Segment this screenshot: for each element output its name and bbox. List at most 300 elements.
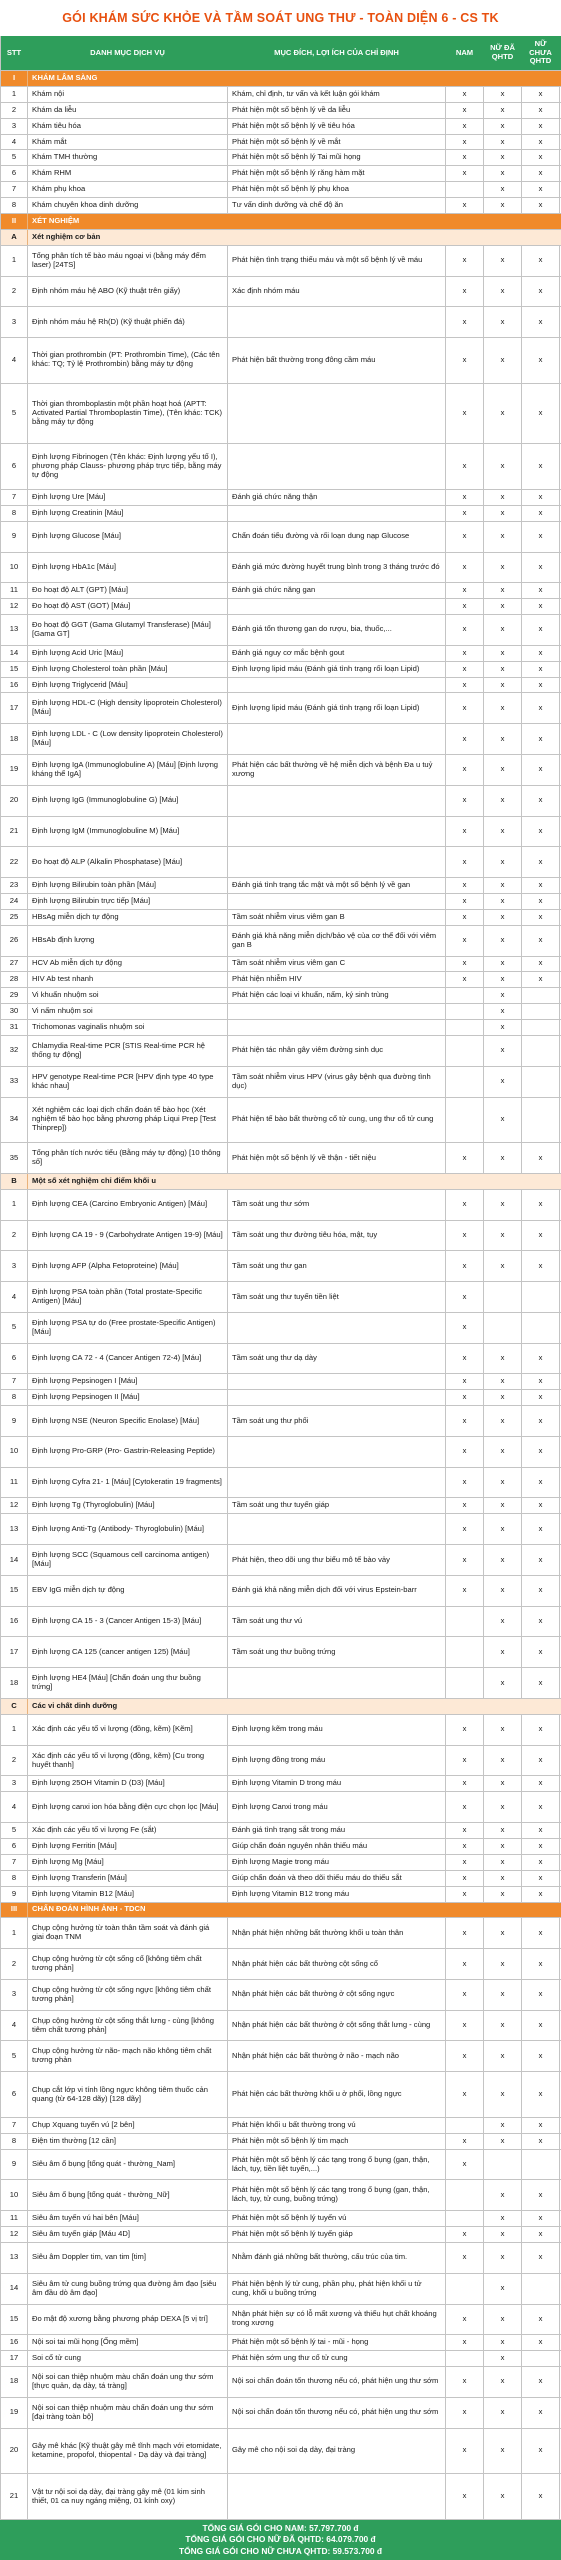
male-mark: x bbox=[446, 384, 484, 444]
row-stt: 13 bbox=[0, 1514, 28, 1544]
male-mark: x bbox=[446, 599, 484, 614]
row-stt: 2 bbox=[0, 277, 28, 307]
male-mark: x bbox=[446, 1715, 484, 1745]
service-name: Gây mê khác [Kỹ thuật gây mê tĩnh mạch với etomidate, ketamine, propofol, thiopental - Dạ dày và đại tràng] bbox=[28, 2429, 228, 2474]
female-married-mark: x bbox=[484, 910, 522, 925]
service-benefit: Phát hiện bất thường trong đông cầm máu bbox=[228, 338, 446, 383]
table-row bbox=[0, 693, 561, 724]
row-stt: 3 bbox=[0, 1251, 28, 1281]
service-name: HBsAg miễn dịch tự động bbox=[28, 910, 228, 925]
table-row bbox=[0, 847, 561, 878]
female-single-mark: x bbox=[522, 522, 560, 552]
male-mark: x bbox=[446, 506, 484, 521]
female-single-mark: x bbox=[522, 1823, 560, 1838]
service-benefit: Nhận phát hiện những bất thường khối u toàn thân bbox=[228, 1918, 446, 1948]
male-mark bbox=[446, 2274, 484, 2304]
female-single-mark: x bbox=[522, 2118, 560, 2133]
table-row bbox=[0, 490, 561, 506]
table-row bbox=[0, 1221, 561, 1252]
female-married-mark: x bbox=[484, 2134, 522, 2149]
female-married-mark bbox=[484, 2150, 522, 2180]
service-name: Khám TMH thường bbox=[28, 150, 228, 165]
service-benefit: Đánh giá tình trạng tắc mật và một số bệnh lý về gan bbox=[228, 878, 446, 893]
male-mark: x bbox=[446, 103, 484, 118]
female-married-mark: x bbox=[484, 615, 522, 645]
service-benefit bbox=[228, 847, 446, 877]
row-stt: 7 bbox=[0, 1855, 28, 1870]
row-stt: 11 bbox=[0, 583, 28, 598]
row-stt: 3 bbox=[0, 1980, 28, 2010]
female-single-mark: x bbox=[522, 583, 560, 598]
row-stt: 5 bbox=[0, 1313, 28, 1343]
female-single-mark: x bbox=[522, 2180, 560, 2210]
service-benefit: Nội soi chẩn đoán tổn thương nếu có, phát hiện ung thư sớm bbox=[228, 2398, 446, 2428]
service-name: Vi khuẩn nhuộm soi bbox=[28, 988, 228, 1003]
female-single-mark: x bbox=[522, 1545, 560, 1575]
female-single-mark: x bbox=[522, 444, 560, 489]
female-single-mark: x bbox=[522, 182, 560, 197]
female-single-mark: x bbox=[522, 1668, 560, 1698]
service-benefit bbox=[228, 384, 446, 444]
male-mark: x bbox=[446, 1918, 484, 1948]
row-stt: 6 bbox=[0, 2072, 28, 2117]
row-stt: 8 bbox=[0, 506, 28, 521]
service-name: Tổng phân tích nước tiểu (Bằng máy tự động) [10 thông số] bbox=[28, 1143, 228, 1173]
service-name: Định lượng Mg [Máu] bbox=[28, 1855, 228, 1870]
row-stt: 6 bbox=[0, 166, 28, 181]
female-single-mark bbox=[522, 1004, 560, 1019]
female-single-mark: x bbox=[522, 103, 560, 118]
service-benefit: Đánh giá mức đường huyết trung bình trong 3 tháng trước đó bbox=[228, 553, 446, 583]
row-stt: 17 bbox=[0, 1637, 28, 1667]
table-row bbox=[0, 1251, 561, 1282]
service-benefit: Phát hiện một số bệnh lý tuyến giáp bbox=[228, 2227, 446, 2242]
female-married-mark: x bbox=[484, 2335, 522, 2350]
female-single-mark: x bbox=[522, 1887, 560, 1902]
female-married-mark: x bbox=[484, 135, 522, 150]
table-row bbox=[0, 926, 561, 957]
service-benefit bbox=[228, 724, 446, 754]
table-header bbox=[0, 36, 561, 71]
row-stt: 6 bbox=[0, 444, 28, 489]
row-stt: 4 bbox=[0, 1282, 28, 1312]
female-married-mark: x bbox=[484, 1918, 522, 1948]
service-benefit: Phát hiện một số bệnh lý tai - mũi - họng bbox=[228, 2335, 446, 2350]
male-mark: x bbox=[446, 1545, 484, 1575]
female-single-mark: x bbox=[522, 506, 560, 521]
table-row bbox=[0, 1437, 561, 1468]
table-row bbox=[0, 1374, 561, 1390]
female-single-mark: x bbox=[522, 1514, 560, 1544]
service-name: Định lượng HDL-C (High density lipoprotein Cholesterol) [Máu] bbox=[28, 693, 228, 723]
service-name: Nội soi can thiệp nhuộm màu chẩn đoán ung thư sớm [đại tràng toàn bộ] bbox=[28, 2398, 228, 2428]
service-name: Xác định các yếu tố vi lượng (đồng, kẽm) [Kẽm] bbox=[28, 1715, 228, 1745]
row-stt: 10 bbox=[0, 1437, 28, 1467]
female-married-mark: x bbox=[484, 1498, 522, 1513]
service-benefit: Tầm soát nhiễm virus viêm gan B bbox=[228, 910, 446, 925]
table-row bbox=[0, 1190, 561, 1221]
table-row bbox=[0, 1980, 561, 2011]
service-name: Định lượng IgG (Immunoglobuline G) [Máu] bbox=[28, 786, 228, 816]
female-married-mark: x bbox=[484, 1020, 522, 1035]
female-married-mark bbox=[484, 1282, 522, 1312]
female-married-mark: x bbox=[484, 1143, 522, 1173]
service-name: HIV Ab test nhanh bbox=[28, 972, 228, 987]
service-name: Khám nội bbox=[28, 87, 228, 102]
female-single-mark: x bbox=[522, 1776, 560, 1791]
service-table bbox=[0, 36, 561, 2520]
female-married-mark: x bbox=[484, 724, 522, 754]
service-benefit: Tầm soát ung thư vú bbox=[228, 1607, 446, 1637]
service-benefit: Phát hiện bệnh lý tử cung, phần phụ, phát hiện khối u tử cung, khối u buồng trứng bbox=[228, 2274, 446, 2304]
service-benefit: Định lượng lipid máu (Đánh giá tình trạng rối loạn Lipid) bbox=[228, 693, 446, 723]
female-married-mark: x bbox=[484, 662, 522, 677]
female-single-mark: x bbox=[522, 1715, 560, 1745]
service-name: HBsAb định lượng bbox=[28, 926, 228, 956]
table-row bbox=[0, 878, 561, 894]
service-benefit: Phát hiện một số bệnh lý tuyến vú bbox=[228, 2211, 446, 2226]
section-row bbox=[0, 71, 561, 87]
male-mark: x bbox=[446, 2227, 484, 2242]
male-mark bbox=[446, 2118, 484, 2133]
service-benefit: Đánh giá tình trạng sắt trong máu bbox=[228, 1823, 446, 1838]
female-married-mark: x bbox=[484, 1607, 522, 1637]
service-name: Chụp cộng hưởng từ toàn thân tầm soát và đánh giá giai đoạn TNM bbox=[28, 1918, 228, 1948]
service-benefit: Phát hiện khối u bất thường trong vú bbox=[228, 2118, 446, 2133]
female-single-mark: x bbox=[522, 1949, 560, 1979]
female-single-mark: x bbox=[522, 150, 560, 165]
service-benefit: Phát hiện một số bệnh lý răng hàm mặt bbox=[228, 166, 446, 181]
service-benefit: Đánh giá chức năng thận bbox=[228, 490, 446, 505]
male-mark: x bbox=[446, 1190, 484, 1220]
table-row bbox=[0, 2134, 561, 2150]
service-name: Định lượng Ferritin [Máu] bbox=[28, 1839, 228, 1854]
male-mark: x bbox=[446, 910, 484, 925]
subsection-row bbox=[0, 1699, 561, 1715]
male-mark: x bbox=[446, 2072, 484, 2117]
table-row bbox=[0, 1098, 561, 1144]
row-stt: 30 bbox=[0, 1004, 28, 1019]
table-row bbox=[0, 678, 561, 694]
female-married-mark: x bbox=[484, 506, 522, 521]
service-benefit bbox=[228, 444, 446, 489]
female-single-mark: x bbox=[522, 1746, 560, 1776]
service-benefit: Phát hiện tình trạng thiếu máu và một số bệnh lý về máu bbox=[228, 246, 446, 276]
service-benefit bbox=[228, 599, 446, 614]
service-benefit: Phát hiện các bất thường về hệ miễn dịch và bệnh Đa u tuỷ xương bbox=[228, 755, 446, 785]
service-benefit: Tầm soát ung thư buồng trứng bbox=[228, 1637, 446, 1667]
table-row bbox=[0, 2351, 561, 2367]
row-stt: 6 bbox=[0, 1344, 28, 1374]
female-single-mark: x bbox=[522, 1468, 560, 1498]
female-single-mark: x bbox=[522, 2072, 560, 2117]
table-row bbox=[0, 1637, 561, 1668]
service-name: Định lượng Fibrinogen (Tên khác: Định lượng yếu tố I), phương pháp Clauss- phương pháp trực tiếp, bằng máy tự động bbox=[28, 444, 228, 489]
female-married-mark: x bbox=[484, 1637, 522, 1667]
service-benefit: Tầm soát nhiễm virus viêm gan C bbox=[228, 957, 446, 972]
female-single-mark: x bbox=[522, 678, 560, 693]
female-single-mark: x bbox=[522, 1576, 560, 1606]
service-benefit: Giúp chẩn đoán và theo dõi thiếu máu do thiếu sắt bbox=[228, 1871, 446, 1886]
male-mark bbox=[446, 1020, 484, 1035]
table-row bbox=[0, 1746, 561, 1777]
table-row bbox=[0, 755, 561, 786]
female-married-mark: x bbox=[484, 1776, 522, 1791]
service-name: Định lượng canxi ion hóa bằng điện cực chọn lọc [Máu] bbox=[28, 1792, 228, 1822]
table-row bbox=[0, 1036, 561, 1067]
female-single-mark bbox=[522, 1020, 560, 1035]
row-stt: 1 bbox=[0, 1918, 28, 1948]
row-stt: 15 bbox=[0, 2305, 28, 2335]
service-benefit: Nội soi chẩn đoán tổn thương nếu có, phát hiện ung thư sớm bbox=[228, 2367, 446, 2397]
service-name: Định lượng 25OH Vitamin D (D3) [Máu] bbox=[28, 1776, 228, 1791]
section-title: KHÁM LÂM SÀNG bbox=[32, 72, 98, 82]
service-name: Khám da liễu bbox=[28, 103, 228, 118]
male-mark bbox=[446, 1004, 484, 1019]
male-mark bbox=[446, 1098, 484, 1143]
male-mark: x bbox=[446, 1792, 484, 1822]
service-benefit: Xác định nhóm máu bbox=[228, 277, 446, 307]
service-name: HPV genotype Real-time PCR [HPV định type 40 type khác nhau] bbox=[28, 1067, 228, 1097]
female-married-mark: x bbox=[484, 1251, 522, 1281]
male-mark: x bbox=[446, 119, 484, 134]
table-row bbox=[0, 166, 561, 182]
table-row bbox=[0, 1576, 561, 1607]
service-name: Định lượng Bilirubin trực tiếp [Máu] bbox=[28, 894, 228, 909]
table-row bbox=[0, 2227, 561, 2243]
table-row bbox=[0, 662, 561, 678]
female-married-mark: x bbox=[484, 926, 522, 956]
female-single-mark: x bbox=[522, 277, 560, 307]
table-row bbox=[0, 2398, 561, 2429]
female-married-mark: x bbox=[484, 2243, 522, 2273]
table-row bbox=[0, 910, 561, 926]
table-row bbox=[0, 553, 561, 584]
female-single-mark bbox=[522, 1036, 560, 1066]
male-mark: x bbox=[446, 693, 484, 723]
table-row bbox=[0, 1282, 561, 1313]
male-mark: x bbox=[446, 583, 484, 598]
female-married-mark: x bbox=[484, 599, 522, 614]
service-name: Khám RHM bbox=[28, 166, 228, 181]
table-row bbox=[0, 150, 561, 166]
section-row bbox=[0, 1903, 561, 1919]
table-row bbox=[0, 1607, 561, 1638]
row-stt: 5 bbox=[0, 1823, 28, 1838]
female-married-mark: x bbox=[484, 1668, 522, 1698]
service-name: Chụp Xquang tuyến vú [2 bên] bbox=[28, 2118, 228, 2133]
service-benefit: Phát hiện các loại vi khuẩn, nấm, ký sinh trùng bbox=[228, 988, 446, 1003]
male-mark: x bbox=[446, 1871, 484, 1886]
female-single-mark: x bbox=[522, 910, 560, 925]
female-married-mark: x bbox=[484, 2227, 522, 2242]
female-married-mark: x bbox=[484, 1004, 522, 1019]
service-benefit: Phát hiện sớm ung thư cổ tử cung bbox=[228, 2351, 446, 2366]
male-mark: x bbox=[446, 817, 484, 847]
female-single-mark: x bbox=[522, 2211, 560, 2226]
female-single-mark: x bbox=[522, 2398, 560, 2428]
row-stt: 11 bbox=[0, 1468, 28, 1498]
female-single-mark: x bbox=[522, 1143, 560, 1173]
row-stt: B bbox=[0, 1174, 28, 1189]
table-row bbox=[0, 817, 561, 848]
female-married-mark: x bbox=[484, 307, 522, 337]
female-married-mark: x bbox=[484, 1792, 522, 1822]
female-married-mark: x bbox=[484, 1221, 522, 1251]
service-benefit: Phát hiện một số bệnh lý các tạng trong ổ bụng (gan, thận, lách, tụy, tử cung, buồng trứng) bbox=[228, 2180, 446, 2210]
table-row bbox=[0, 1406, 561, 1437]
price-totals bbox=[0, 2520, 561, 2560]
row-stt: 19 bbox=[0, 755, 28, 785]
male-mark bbox=[446, 2211, 484, 2226]
row-stt: 5 bbox=[0, 150, 28, 165]
male-mark: x bbox=[446, 1839, 484, 1854]
row-stt: 21 bbox=[0, 2474, 28, 2519]
table-row bbox=[0, 135, 561, 151]
service-name: Khám tiêu hóa bbox=[28, 119, 228, 134]
female-single-mark: x bbox=[522, 135, 560, 150]
table-row bbox=[0, 2243, 561, 2274]
female-single-mark: x bbox=[522, 926, 560, 956]
service-name: Vi nấm nhuộm soi bbox=[28, 1004, 228, 1019]
female-single-mark bbox=[522, 1313, 560, 1343]
female-married-mark: x bbox=[484, 246, 522, 276]
female-married-mark: x bbox=[484, 2072, 522, 2117]
female-single-mark: x bbox=[522, 1190, 560, 1220]
male-mark bbox=[446, 1668, 484, 1698]
row-stt: 15 bbox=[0, 662, 28, 677]
service-name: Chụp cắt lớp vi tính lồng ngực không tiêm thuốc cản quang (từ 64-128 dãy) [128 dãy] bbox=[28, 2072, 228, 2117]
table-row bbox=[0, 1792, 561, 1823]
service-benefit bbox=[228, 817, 446, 847]
service-name: Chụp cộng hưởng từ não- mạch não không tiêm chất tương phản bbox=[28, 2041, 228, 2071]
female-married-mark: x bbox=[484, 1887, 522, 1902]
female-married-mark: x bbox=[484, 1576, 522, 1606]
service-benefit bbox=[228, 1514, 446, 1544]
table-row bbox=[0, 1887, 561, 1903]
row-stt: 3 bbox=[0, 119, 28, 134]
female-single-mark: x bbox=[522, 2134, 560, 2149]
service-benefit: Tầm soát ung thư tuyến tiền liệt bbox=[228, 1282, 446, 1312]
row-stt: 4 bbox=[0, 2011, 28, 2041]
table-row bbox=[0, 1468, 561, 1499]
male-mark: x bbox=[446, 678, 484, 693]
section-title: Các vi chất dinh dưỡng bbox=[32, 1700, 118, 1710]
row-stt: 35 bbox=[0, 1143, 28, 1173]
male-mark: x bbox=[446, 878, 484, 893]
service-benefit: Chẩn đoán tiểu đường và rối loạn dung nạp Glucose bbox=[228, 522, 446, 552]
row-stt: 26 bbox=[0, 926, 28, 956]
service-name: Định lượng Cholesterol toàn phần [Máu] bbox=[28, 662, 228, 677]
male-mark: x bbox=[446, 1251, 484, 1281]
female-single-mark: x bbox=[522, 615, 560, 645]
female-married-mark: x bbox=[484, 1871, 522, 1886]
header-female-single: NỮ CHƯA QHTD bbox=[522, 36, 560, 70]
female-married-mark: x bbox=[484, 2429, 522, 2474]
service-benefit: Phát hiện tác nhân gây viêm đường sinh dục bbox=[228, 1036, 446, 1066]
service-benefit bbox=[228, 307, 446, 337]
female-married-mark: x bbox=[484, 646, 522, 661]
row-stt: 4 bbox=[0, 135, 28, 150]
female-married-mark: x bbox=[484, 583, 522, 598]
female-married-mark: x bbox=[484, 2305, 522, 2335]
table-row bbox=[0, 198, 561, 214]
row-stt: 1 bbox=[0, 1190, 28, 1220]
service-benefit: Tầm soát nhiễm virus HPV (virus gây bệnh qua đường tình dục) bbox=[228, 1067, 446, 1097]
service-benefit: Đánh giá nguy cơ mắc bệnh gout bbox=[228, 646, 446, 661]
female-single-mark: x bbox=[522, 166, 560, 181]
row-stt: 18 bbox=[0, 2367, 28, 2397]
table-row bbox=[0, 2211, 561, 2227]
female-single-mark: x bbox=[522, 2474, 560, 2519]
male-mark: x bbox=[446, 1468, 484, 1498]
service-name: Định lượng PSA toàn phần (Total prostate-Specific Antigen) [Máu] bbox=[28, 1282, 228, 1312]
service-name: Xác định các yếu tố vi lượng Fe (sắt) bbox=[28, 1823, 228, 1838]
row-stt: 16 bbox=[0, 1607, 28, 1637]
table-row bbox=[0, 988, 561, 1004]
header-male: NAM bbox=[446, 36, 484, 70]
male-mark: x bbox=[446, 847, 484, 877]
service-benefit: Phát hiện một số bệnh lý phụ khoa bbox=[228, 182, 446, 197]
female-married-mark: x bbox=[484, 150, 522, 165]
service-benefit: Tầm soát ung thư dạ dày bbox=[228, 1344, 446, 1374]
male-mark: x bbox=[446, 1437, 484, 1467]
table-row bbox=[0, 384, 561, 445]
service-benefit: Đánh giá khả năng miễn dịch/bảo vệ của cơ thể đối với viêm gan B bbox=[228, 926, 446, 956]
service-name: Định nhóm máu hệ Rh(D) (Kỹ thuật phiến đá) bbox=[28, 307, 228, 337]
row-stt: 5 bbox=[0, 2041, 28, 2071]
row-stt: 9 bbox=[0, 1406, 28, 1436]
service-name: Định lượng AFP (Alpha Fetoproteine) [Máu] bbox=[28, 1251, 228, 1281]
row-stt: 7 bbox=[0, 1374, 28, 1389]
female-single-mark: x bbox=[522, 1792, 560, 1822]
table-row bbox=[0, 894, 561, 910]
male-mark: x bbox=[446, 646, 484, 661]
female-single-mark: x bbox=[522, 2041, 560, 2071]
table-row bbox=[0, 583, 561, 599]
service-name: Định lượng LDL - C (Low density lipoprotein Cholesterol) [Máu] bbox=[28, 724, 228, 754]
service-name: Vật tư nội soi dạ dày, đại tràng gây mê (01 kim sinh thiết, 01 ca nuy ngáng miệng, 01 kính oxy) bbox=[28, 2474, 228, 2519]
table-row bbox=[0, 1067, 561, 1098]
table-row bbox=[0, 2274, 561, 2305]
service-benefit: Định lượng kẽm trong máu bbox=[228, 1715, 446, 1745]
table-row bbox=[0, 1949, 561, 1980]
female-married-mark: x bbox=[484, 2041, 522, 2071]
female-single-mark: x bbox=[522, 786, 560, 816]
row-stt: 33 bbox=[0, 1067, 28, 1097]
female-married-mark: x bbox=[484, 972, 522, 987]
row-stt: 7 bbox=[0, 182, 28, 197]
table-row bbox=[0, 2367, 561, 2398]
service-name: Định lượng HbA1c [Máu] bbox=[28, 553, 228, 583]
table-row bbox=[0, 103, 561, 119]
male-mark: x bbox=[446, 444, 484, 489]
service-name: Đo hoạt độ ALP (Alkalin Phosphatase) [Máu] bbox=[28, 847, 228, 877]
table-row bbox=[0, 444, 561, 490]
female-single-mark: x bbox=[522, 2243, 560, 2273]
female-single-mark: x bbox=[522, 338, 560, 383]
service-name: Chụp cộng hưởng từ cột sống cổ [không tiêm chất tương phản] bbox=[28, 1949, 228, 1979]
service-name: Siêu âm tử cung buồng trứng qua đường âm đạo [siêu âm đầu dò âm đạo] bbox=[28, 2274, 228, 2304]
table-row bbox=[0, 646, 561, 662]
row-stt: 22 bbox=[0, 847, 28, 877]
table-row bbox=[0, 2180, 561, 2211]
service-benefit: Gây mê cho nội soi dạ dày, đại tràng bbox=[228, 2429, 446, 2474]
service-name: Nội soi can thiệp nhuộm màu chẩn đoán ung thư sớm [thực quản, dạ dày, tá tràng] bbox=[28, 2367, 228, 2397]
service-name: Định lượng Pepsinogen I [Máu] bbox=[28, 1374, 228, 1389]
service-name: Định lượng CEA (Carcino Embryonic Antigen) [Máu] bbox=[28, 1190, 228, 1220]
service-benefit bbox=[228, 1390, 446, 1405]
